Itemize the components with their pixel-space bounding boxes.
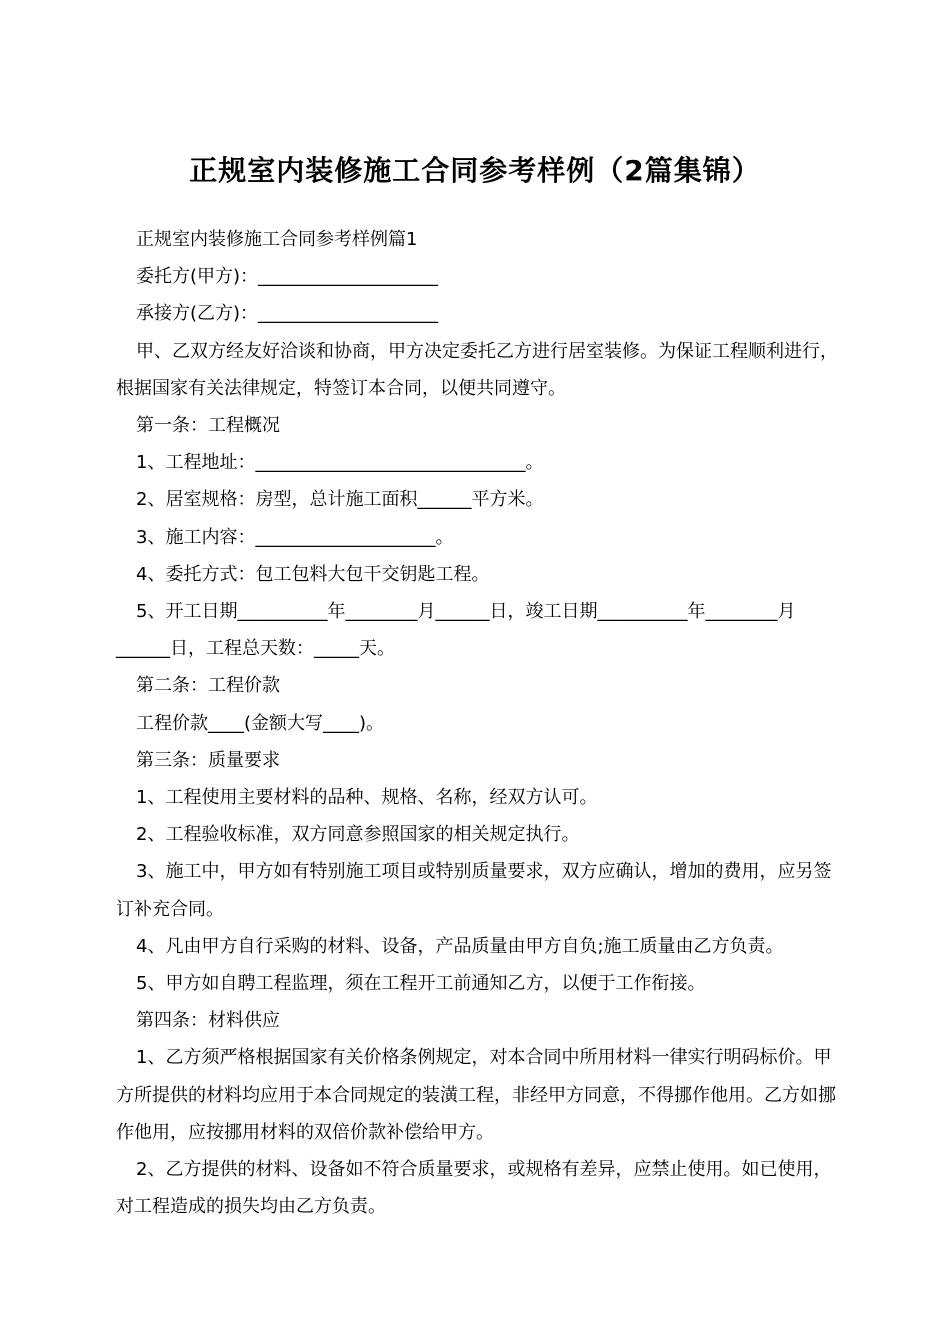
paragraph: 2、工程验收标准，双方同意参照国家的相关规定执行。 [136,824,580,846]
section-heading: 第二条：工程价款 [136,675,280,697]
document-body [116,221,838,1225]
paragraph: 甲、乙双方经友好洽谈和协商，甲方决定委托乙方进行居室装修。为保证工程顺利进行，根据国家有关法律规定，特签订本合同，以便共同遵守。 [116,340,838,399]
paragraph: 2、乙方提供的材料、设备如不符合质量要求，或规格有差异，应禁止使用。如已使用，对工程造成的损失均由乙方负责。 [116,1159,832,1218]
paragraph: 1、工程地址：______________________________。 [136,452,544,474]
paragraph: 承接方(乙方)：____________________ [136,303,439,325]
paragraph: 5、甲方如自聘工程监理，须在工程开工前通知乙方，以便于工作衔接。 [136,973,706,995]
paragraph: 4、委托方式：包工包料大包干交钥匙工程。 [136,563,490,585]
paragraph: 工程价款____(金额大写____)。 [136,712,385,734]
paragraph: 5、开工日期__________年________月______日，竣工日期__________年________月______日，工程总天数：_____天。 [116,601,796,660]
paragraph: 1、乙方须严格根据国家有关价格条例规定，对本合同中所用材料一律实行明码标价。甲方所提供的材料均应用于本合同规定的装潢工程，非经甲方同意，不得挪作他用。乙方如挪作他用，应按挪用材料的双倍价款补偿给甲方。 [116,1047,836,1143]
section-heading: 第一条：工程概况 [136,415,280,437]
paragraph: 2、居室规格：房型，总计施工面积______平方米。 [136,489,544,511]
document-title: 正规室内装修施工合同参考样例（2篇集锦） [189,153,761,187]
paragraph: 4、凡由甲方自行采购的材料、设备，产品质量由甲方自负;施工质量由乙方负责。 [136,935,784,957]
section-heading: 第四条：材料供应 [136,1010,280,1032]
paragraph: 3、施工内容：____________________。 [136,526,454,548]
paragraph: 1、工程使用主要材料的品种、规格、名称，经双方认可。 [136,787,598,809]
paragraph: 3、施工中，甲方如有特别施工项目或特别质量要求，双方应确认，增加的费用，应另签订补充合同。 [116,861,832,920]
paragraph: 委托方(甲方)：____________________ [136,266,439,288]
paragraph: 正规室内装修施工合同参考样例篇1 [136,229,418,250]
section-heading: 第三条：质量要求 [136,749,280,771]
